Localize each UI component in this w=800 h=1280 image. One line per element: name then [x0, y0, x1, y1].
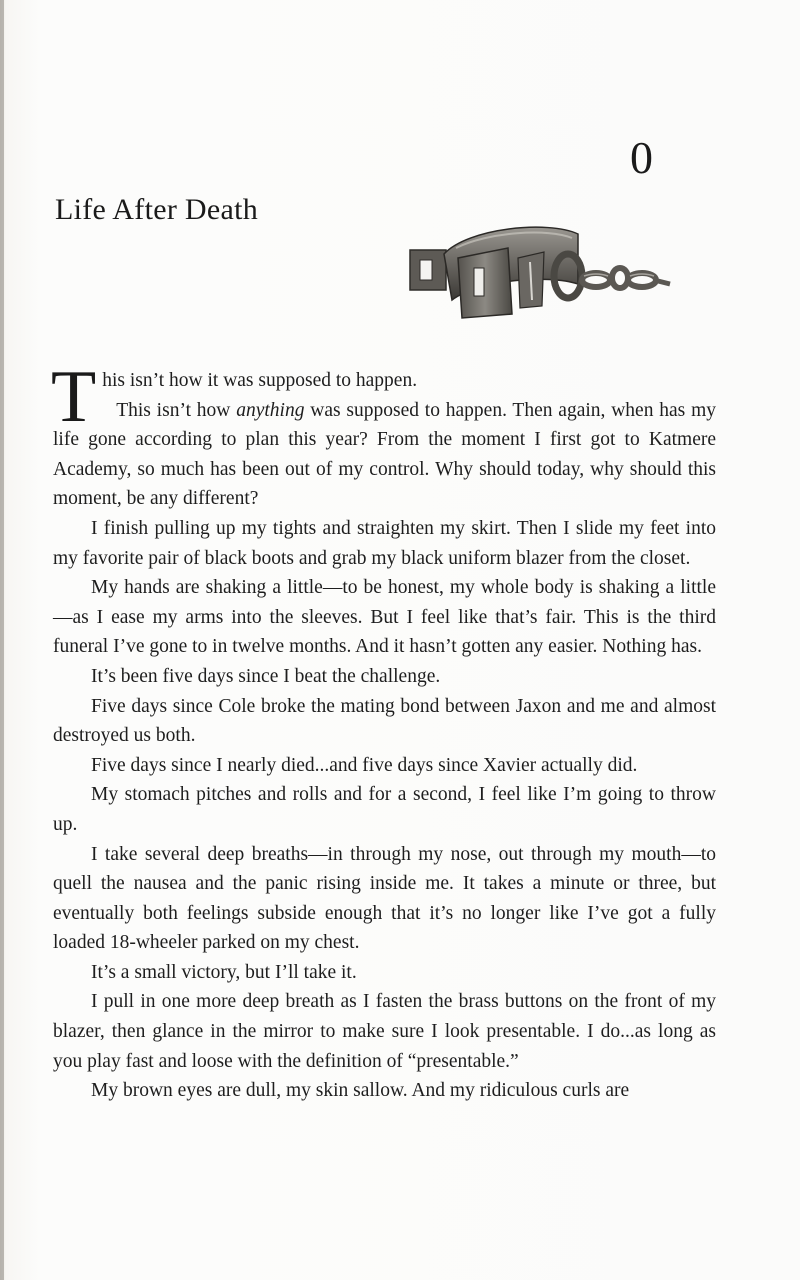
paragraph-12: My brown eyes are dull, my skin sallow. And my ridiculous curls are [91, 1080, 630, 1102]
paragraph-1-text: his isn’t how it was supposed to happen. [102, 370, 418, 391]
chapter-body-text [51, 356, 716, 1106]
paragraph-6: Five days since Cole broke the mating bond between Jaxon and me and almost destroyed us both. [53, 695, 716, 747]
paragraph-9: I take several deep breaths—in through my nose, out through my mouth—to quell the nausea and the panic rising inside me. It takes a minute or three, but eventually both feelings subside enough that it’s no longer like I’ve got a fully loaded 18-wheeler parked on my chest. [53, 843, 716, 954]
paragraph-10: It’s a small victory, but I’ll take it. [91, 961, 357, 983]
paragraph-8: My stomach pitches and rolls and for a second, I feel like I’m going to throw up. [53, 784, 716, 835]
paragraph-7: Five days since I nearly died...and five days since Xavier actually did. [91, 754, 638, 776]
paragraph-2-rest: was supposed to happen. Then again, when has my life gone according to plan this year? From the moment I first got to Katmere Academy, so much has been out of my control. Why should today, why should this moment, be any different? [53, 399, 716, 510]
paragraph-5: It’s been five days since I beat the challenge. [91, 665, 441, 687]
emphasis-anything: anything [236, 399, 305, 421]
chapter-number: 0 [630, 132, 653, 183]
paragraph-3: I finish pulling up my tights and straighten my skirt. Then I slide my feet into my favorite pair of black boots and grab my black uniform blazer from the closet. [53, 517, 716, 569]
paragraph-4: My hands are shaking a little—to be honest, my whole body is shaking a little—as I ease my arms into the sleeves. But I feel like that’s fair. This is the third funeral I’ve gone to in twelve months. And it hasn’t gotten any easier. Nothing has. [53, 577, 716, 658]
chapter-title: Life After Death [55, 193, 259, 226]
broken-shackle-icon [408, 218, 673, 323]
paragraph-2-start: This isn’t how [116, 399, 237, 421]
paragraph-1 [51, 356, 716, 514]
page-edge [0, 0, 4, 1280]
paragraph-11: I pull in one more deep breath as I fasten the brass buttons on the front of my blazer, then glance in the mirror to make sure I look presentable. I do...as long as you play fast and loose with the definition of “presentable.” [53, 991, 716, 1072]
drop-cap: T [51, 356, 97, 438]
